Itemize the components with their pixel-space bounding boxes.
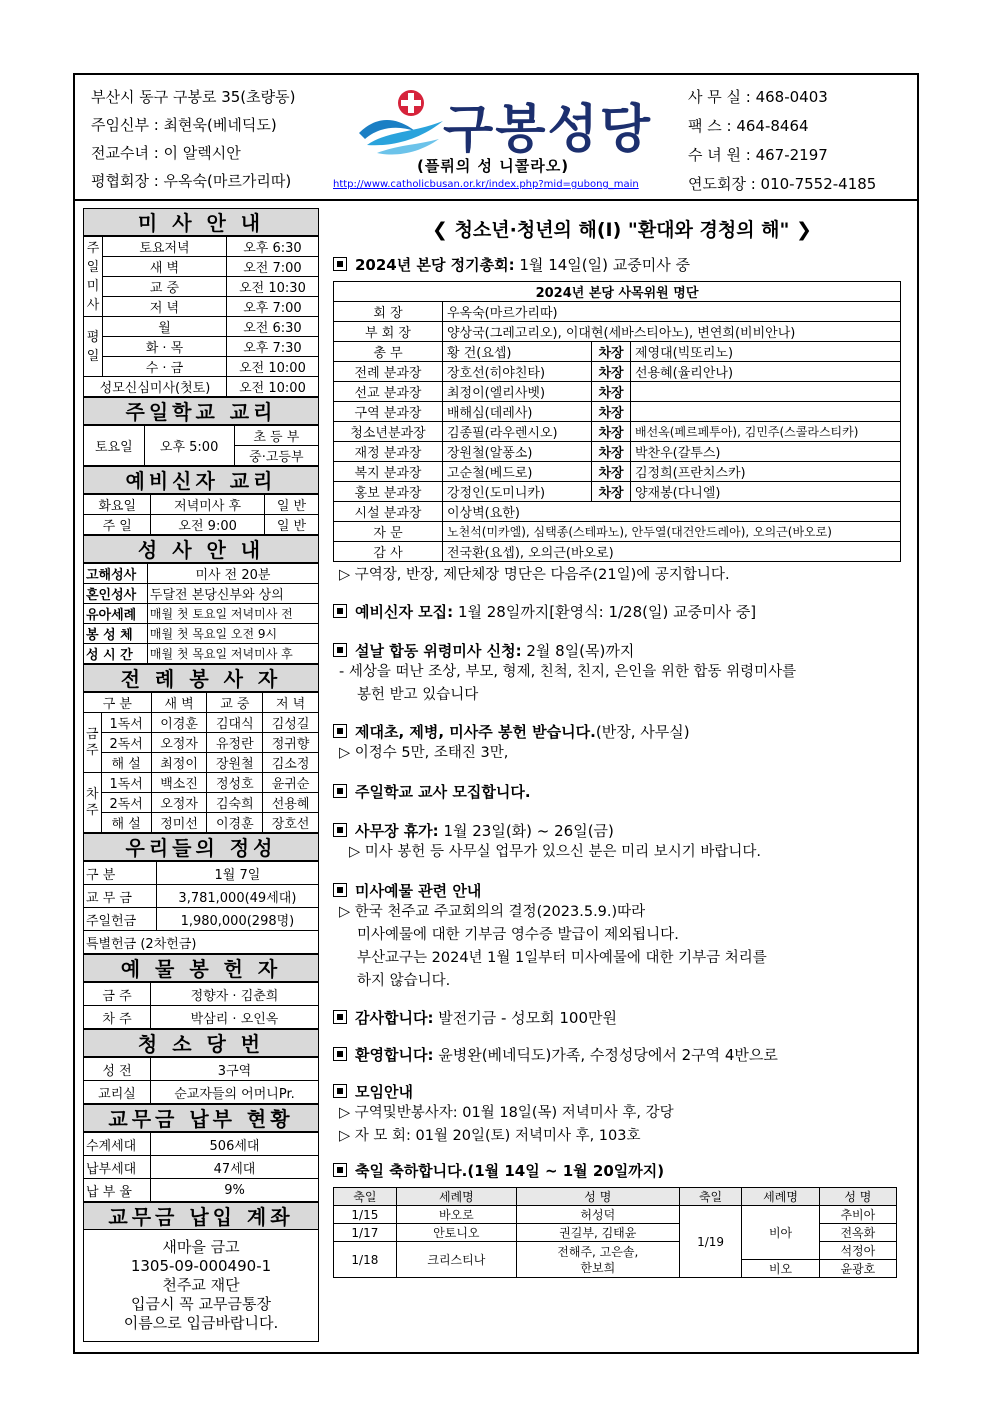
feast-table: 축일 세례명 성 명 축일 세례명 성 명 1/15 바오로 허성덕 1/19 비아 추비아 1/17 안토니오 권길부, 김태윤 전옥화 1/18 크리스티나 전해주, 고은솔, 한보희 석정아 비오 윤광호 bbox=[333, 1187, 897, 1278]
council: 평협회장 : 우옥숙(마르가리따) bbox=[91, 172, 292, 190]
square-bullet-icon bbox=[333, 1163, 347, 1177]
offering-table: 구 분 1월 7일 교 무 금 3,781,000(49세대) 주일헌금 1,980,000(298명) 특별헌금 (2차헌금) bbox=[83, 861, 319, 954]
gift-table: 금 주 정향자 · 김춘희 차 주 박삼리 · 오인옥 bbox=[83, 982, 319, 1029]
header-left bbox=[91, 83, 296, 195]
gift-heading: 예 물 봉 헌 자 bbox=[83, 954, 319, 982]
account-box: 새마을 금고 1305-09-000490-1 천주교 재단 입금시 꼭 교무금통장 이름으로 입금바랍니다. bbox=[83, 1230, 319, 1342]
mass-stipend-notice: 미사예물 관련 안내 bbox=[333, 880, 911, 901]
fax: 팩 스 : 464-8464 bbox=[688, 117, 809, 135]
header-right bbox=[688, 83, 876, 199]
thanks: 감사합니다: 발전기금 - 성모회 100만원 bbox=[333, 1007, 911, 1028]
welcome: 환영합니다: 윤병완(베네딕도)가족, 수정성당에서 2구역 4반으로 bbox=[333, 1044, 911, 1065]
dues-heading: 교무금 납부 현황 bbox=[83, 1104, 319, 1132]
dues-table: 수계세대 506세대 납부세대 47세대 납 부 율 9% bbox=[83, 1132, 319, 1202]
general-assembly: 2024년 본당 정기총회: 1월 14일(일) 교중미사 중 bbox=[333, 254, 911, 275]
yeondo-phone: 연도회장 : 010-7552-4185 bbox=[688, 175, 877, 193]
catechumen-heading: 예비신자 교리 bbox=[83, 466, 319, 494]
nun: 전교수녀 : 이 알렉시안 bbox=[91, 144, 241, 162]
parish-logo-icon bbox=[357, 87, 447, 157]
office-phone: 사 무 실 : 468-0403 bbox=[688, 88, 828, 106]
square-bullet-icon bbox=[333, 643, 347, 657]
header bbox=[75, 75, 917, 201]
catechumen-table: 화요일 저녁미사 후 일 반 주 일 오전 9:00 일 반 bbox=[83, 494, 319, 535]
square-bullet-icon bbox=[333, 784, 347, 798]
square-bullet-icon bbox=[333, 1010, 347, 1024]
account-heading: 교무금 납입 계좌 bbox=[83, 1202, 319, 1230]
liturgy-heading: 전 례 봉 사 자 bbox=[83, 664, 319, 692]
teacher-recruit: 주일학교 교사 모집합니다. bbox=[333, 781, 911, 802]
square-bullet-icon bbox=[333, 257, 347, 271]
officers-table: 2024년 본당 사목위원 명단 회 장 우옥숙(마르가리따) 부 회 장 양상국(그레고리오), 이대현(세바스티아노), 변연희(비비안나) 총 무 황 건(요셉) 차장 제영대(빅또리노) 전례 분과장 장호선(히야친타) 차장 선용혜(율리안나) 선교 분과장 최정이(엘리사벳) 차장 구역 분과장 배해심(데레사) 차장 청소년분과장 김종필(라우렌시오) 차장 배선옥(페르페투아), 김민주(스콜라스티카) 재정 분과장 장원철(알퐁소) 차장 박찬우(갈투스) 복지 분과장 고순철(베드로) 차장 김정희(프란치스카) 홍보 분과장 강정인(도미니카) 차장 양재봉(다니엘) 시설 분과장 이상벽(요한) 자 문 노천석(미카엘), 심택종(스테파노), 안두열(대건안드레아), 오의근(바오로) 감 사 전국환(요셉), 오의근(바오로) bbox=[333, 281, 901, 562]
sacrament-heading: 성 사 안 내 bbox=[83, 535, 319, 563]
cleaning-table: 성 전 3구역 교리실 순교자들의 어머니Pr. bbox=[83, 1057, 319, 1104]
square-bullet-icon bbox=[333, 1084, 347, 1098]
bulletin-frame bbox=[73, 73, 919, 1354]
catechumen-recruit: 예비신자 모집: 1월 28일까지[환영식: 1/28(일) 교중미사 중] bbox=[333, 601, 911, 622]
sacrament-table: 고해성사 미사 전 20분 혼인성사 두달전 본당신부와 상의 유아세례 매월 첫 토요일 저녁미사 전 봉 성 체 매월 첫 목요일 오전 9시 성 시 간 매월 첫 목요일 저녁미사 후 bbox=[83, 563, 319, 664]
square-bullet-icon bbox=[333, 604, 347, 618]
liturgy-table: 구 분 새 벽 교 중 저 녁 금주 1독서 이경훈 김대식 김성길 2독서 오정자 유정란 정귀향 해 설 최정이 장원철 김소정 차주 1독서 백소진 정성호 윤귀순 2독서 오정자 김숙희 선용혜 해 설 정미선 이경훈 장호선 bbox=[83, 692, 319, 833]
sunday-school-heading: 주일학교 교리 bbox=[83, 397, 319, 425]
square-bullet-icon bbox=[333, 724, 347, 738]
main-title: ❮ 청소년·청년의 해(I) "환대와 경청의 해" ❯ bbox=[432, 219, 812, 241]
sunday-school-table: 토요일 오후 5:00 초 등 부 중·고등부 bbox=[83, 425, 319, 466]
address: 부산시 동구 구봉로 35(초량동) bbox=[91, 88, 296, 106]
requiem-mass: 설날 합동 위령미사 신청: 2월 8일(목)까지 bbox=[333, 640, 911, 661]
pastor: 주임신부 : 최현욱(베네딕도) bbox=[91, 116, 277, 134]
main-column: ❮ 청소년·청년의 해(I) "환대와 경청의 해" ❯ 2024년 본당 정기총회: 1월 14일(일) 교중미사 중 2024년 본당 사목위원 명단 회 장 우옥숙(마르가리따) 부 회 장 양상국(그레고리오), 이대현(세바스티아노), 변연희(비비안나) 총 무 황 건(요셉) 차장 제영대(빅또리노) 전례 분과장 장호선(히야친타) 차장 선용혜(율리안나) 선교 분과장 최정이(엘리사벳) 차장 구역 분과장 배해심(데레사) 차장 청소년분과장 김종필(라우렌시오) 차장 배선옥(페르페투아), 김민주(스콜라스티카) 재정 분과장 장원철(알퐁소) 차장 박찬우(갈투스) 복지 분과장 고순철(베드로) 차장 김정희(프란치스카) 홍보 분과장 강정인(도미니카) 차장 양재봉(다니엘) 시설 분과장 이상벽(요한) 자 문 노천석(미카엘), 심택종(스테파노), 안두열(대건안드레아), 오의근(바오로) 감 사 전국환(요셉), 오의근(바오로) ▷ 구역장, 반장, 제단체장 명단은 다음주(21일)에 공지합니다. 예비신자 모집: 1월 28일까지[환영식: 1/28(일) 교중미사 중] 설날 합동 위령미사 신청: 2월 8일(목)까지 - 세상을 떠난 조상, 부모, 형제, 친척, 친지, 은인을 위한 합동 위령미사를 봉헌 받고 있습니다 제대초, 제병, 미사주 봉헌 받습니다.(반장, 사무실) ▷ 이정수 5만, 조태진 3만, 주일학교 교사 모집합니다. 사무장 휴가: 1월 23일(화) ~ 26일(금) ▷ 미사 봉헌 등 사무실 업무가 있으신 분은 미리 보시기 바랍니다. 미사예물 관련 안내 ▷ 한국 천주교 주교회의의 결정(2023.5.9.)따라 미사예물에 대한 기부금 영수증 발급이 제외됩니다. 부산교구는 2024년 1월 1일부터 미사예물에 대한 기부금 처리를 하지 않습니다. 감사합니다: 발전기금 - 성모회 100만원 환영합니다: 윤병완(베네딕도)가족, 수정성당에서 2구역 4반으로 모임안내 ▷ 구역및반봉사자: 01월 18일(목) 저녁미사 후, 강당 ▷ 자 모 회: 01월 20일(토) 저녁미사 후, 103호 축일 축하합니다.(1월 14일 ~ 1월 20일까지) 축일 세례명 성 명 축일 세례명 성 명 1/15 바오로 허성덕 1/19 비아 추비아 1/17 안토니오 권길부, 김태윤 전옥화 1/18 크리스티나 전해주, 고은솔, 한보희 석정아 비오 윤광호 bbox=[333, 215, 911, 1278]
convent-phone: 수 녀 원 : 467-2197 bbox=[688, 146, 828, 164]
cleaning-heading: 청 소 당 번 bbox=[83, 1029, 319, 1057]
mass-table: 주 일 미 사 토요저녁 오후 6:30 새 벽 오전 7:00 교 중 오전 10:30 저 녁 오후 7:00 평 일 월 오전 6:30 화 · 목 오후 7:30 수 · 금 오전 10:00 성모신심미사(첫토) 오전 10:00 bbox=[83, 236, 319, 397]
offering-heading: 우리들의 정성 bbox=[83, 833, 319, 861]
parish-title: 구봉성당 bbox=[443, 100, 652, 160]
website-link[interactable]: http://www.catholicbusan.or.kr/index.php?mid=gubong_main bbox=[333, 179, 639, 190]
officers-note: ▷ 구역장, 반장, 제단체장 명단은 다음주(21일)에 공지합니다. bbox=[339, 567, 730, 583]
offerings-received: 제대초, 제병, 미사주 봉헌 받습니다.(반장, 사무실) bbox=[333, 721, 911, 742]
left-column bbox=[83, 208, 319, 1342]
mass-heading: 미 사 안 내 bbox=[83, 208, 319, 236]
feast-days: 축일 축하합니다.(1월 14일 ~ 1월 20일까지) bbox=[333, 1160, 911, 1181]
meetings: 모임안내 bbox=[333, 1081, 911, 1102]
square-bullet-icon bbox=[333, 883, 347, 897]
square-bullet-icon bbox=[333, 823, 347, 837]
office-holiday: 사무장 휴가: 1월 23일(화) ~ 26일(금) bbox=[333, 820, 911, 841]
square-bullet-icon bbox=[333, 1047, 347, 1061]
parish-subtitle: (플뤼의 성 니콜라오) bbox=[417, 157, 570, 175]
